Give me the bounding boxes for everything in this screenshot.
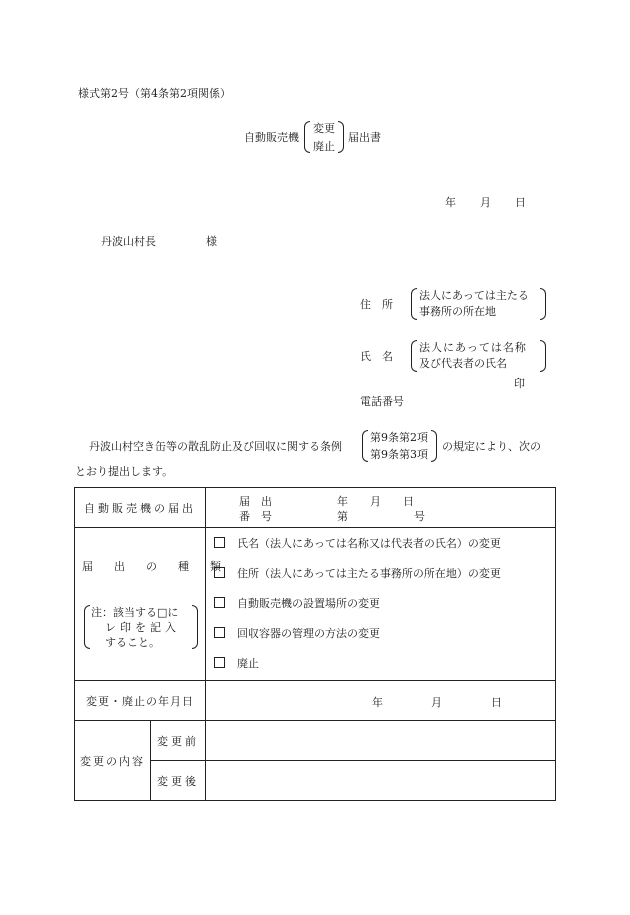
date-month: 月 xyxy=(480,196,491,209)
after-content-field[interactable] xyxy=(206,761,556,801)
address-brace-left xyxy=(411,288,417,320)
change-date-month: 月 xyxy=(431,696,442,709)
note-line2: レ印を記入 xyxy=(105,621,180,634)
name-note-line2: 及び代表者の氏名 xyxy=(419,357,507,370)
address-note-line1: 法人にあっては主たる xyxy=(419,289,529,302)
note-line3: すること。 xyxy=(105,636,160,649)
option-address-change[interactable]: 住所（法人にあっては主たる事務所の所在地）の変更 xyxy=(206,559,555,589)
option-container-change[interactable]: 回収容器の管理の方法の変更 xyxy=(206,619,555,649)
notification-date: 年 月 日 xyxy=(337,495,414,508)
checkbox[interactable] xyxy=(214,657,225,668)
notification-type-label: 届 出 の 種 類 xyxy=(82,560,226,573)
title-brace-right xyxy=(338,121,344,153)
change-date-label: 変更・廃止の年月日 xyxy=(75,681,206,721)
notification-type-cell xyxy=(75,528,226,681)
checkbox[interactable] xyxy=(214,597,225,608)
address-label: 住 所 xyxy=(360,298,393,311)
option-abolish[interactable]: 廃止 xyxy=(206,649,555,679)
notification-number-cell[interactable] xyxy=(206,488,556,528)
addressee-honorific: 様 xyxy=(206,235,217,248)
before-label: 変更前 xyxy=(151,721,206,761)
address-brace-right xyxy=(540,288,546,320)
change-date-day: 日 xyxy=(491,696,502,709)
title-option-abolish: 廃止 xyxy=(313,140,335,153)
name-brace-left xyxy=(411,340,417,372)
form-number: 様式第2号（第4条第2項関係） xyxy=(78,87,231,100)
option-location-change[interactable]: 自動販売機の設置場所の変更 xyxy=(206,589,555,619)
title-brace-left xyxy=(304,121,310,153)
checkbox[interactable] xyxy=(214,537,225,548)
date-day: 日 xyxy=(515,196,526,209)
phone-label: 電話番号 xyxy=(360,395,404,408)
addressee-name: 丹波山村長 xyxy=(101,235,156,248)
date-year: 年 xyxy=(445,196,456,209)
change-date-year: 年 xyxy=(372,696,383,709)
change-date-cell[interactable] xyxy=(206,681,556,721)
notification-table xyxy=(74,487,556,801)
body-provision: の規定により、次の xyxy=(442,440,541,453)
note-brace-left xyxy=(84,605,90,649)
change-content-label: 変更の内容 xyxy=(75,721,151,801)
seal-mark: 印 xyxy=(514,377,525,390)
name-brace-right xyxy=(540,340,546,372)
body-option-article2: 第9条第3項 xyxy=(370,448,428,461)
notification-options xyxy=(206,528,556,681)
address-note-line2: 事務所の所在地 xyxy=(419,305,496,318)
body-option-article1: 第9条第2項 xyxy=(370,431,428,444)
note-brace-right xyxy=(192,605,198,649)
body-brace-left xyxy=(362,430,368,462)
notification-top-label: 届 出 xyxy=(239,495,272,508)
name-label: 氏 名 xyxy=(360,350,393,363)
title-prefix: 自動販売機 xyxy=(244,131,299,144)
title-option-change: 変更 xyxy=(313,122,335,135)
checkbox[interactable] xyxy=(214,627,225,638)
body-brace-right xyxy=(431,430,437,462)
vending-notification-label: 自動販売機の届出 xyxy=(75,488,206,528)
title-suffix: 届出書 xyxy=(348,131,381,144)
option-name-change[interactable]: 氏名（法人にあっては名称又は代表者の氏名）の変更 xyxy=(206,529,555,559)
note-line1: 注：該当する□に xyxy=(91,606,179,619)
after-label: 変更後 xyxy=(151,761,206,801)
before-content-field[interactable] xyxy=(206,721,556,761)
body-ordinance: 丹波山村空き缶等の散乱防止及び回収に関する条例 xyxy=(89,440,342,453)
body-line2: とおり提出します。 xyxy=(75,465,174,478)
notification-bottom-label: 番 号 xyxy=(239,510,272,523)
name-note-line1: 法人にあっては名称 xyxy=(419,341,527,354)
notification-number: 第 号 xyxy=(337,510,425,523)
